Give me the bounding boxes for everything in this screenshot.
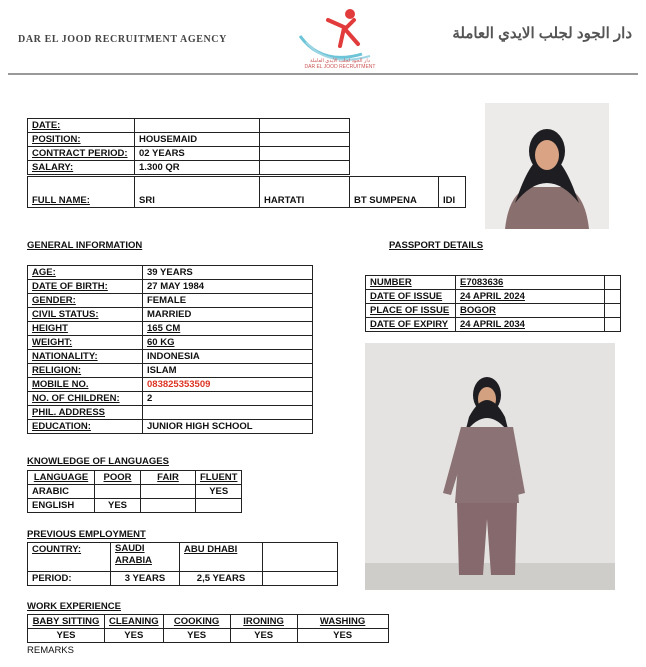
mobile-value: 083825353509 <box>143 378 313 392</box>
baby-sitting-value: YES <box>28 629 105 643</box>
height-value: 165 CM <box>143 322 313 336</box>
logo-caption <box>280 58 400 70</box>
salary-label: SALARY: <box>28 161 135 175</box>
gender-value: FEMALE <box>143 294 313 308</box>
dob-value: 27 MAY 1984 <box>143 280 313 294</box>
passport-place-value: BOGOR <box>456 304 605 318</box>
experience-heading: WORK EXPERIENCE <box>27 601 121 612</box>
arabic-fluent: YES <box>196 485 242 499</box>
skill-cooking: COOKING <box>163 615 230 629</box>
date-label: DATE: <box>28 119 135 133</box>
name-suffix: IDI <box>439 177 466 208</box>
name-last: BT SUMPENA <box>350 177 439 208</box>
passport-table <box>365 275 621 332</box>
lang-header-fair: FAIR <box>141 471 196 485</box>
ironing-value: YES <box>230 629 297 643</box>
skill-washing: WASHING <box>297 615 388 629</box>
agency-name-english: DAR EL JOOD RECRUITMENT AGENCY <box>18 34 227 45</box>
period-1: 3 YEARS <box>111 572 180 586</box>
period-2: 2,5 YEARS <box>180 572 263 586</box>
mobile-label: MOBILE NO. <box>28 378 143 392</box>
logo-caption-english: DAR EL JOOD RECRUITMENT <box>304 64 376 70</box>
passport-number-value: E7083636 <box>456 276 605 290</box>
children-value: 2 <box>143 392 313 406</box>
date-value <box>135 119 260 133</box>
general-info-heading: GENERAL INFORMATION <box>27 240 143 251</box>
full-name-table <box>27 176 466 208</box>
dob-label: DATE OF BIRTH: <box>28 280 143 294</box>
skill-ironing: IRONING <box>230 615 297 629</box>
languages-heading: KNOWLEDGE OF LANGUAGES <box>27 456 169 467</box>
skill-baby-sitting: BABY SITTING <box>28 615 105 629</box>
country-2: ABU DHABI <box>180 543 263 572</box>
agency-name-arabic: دار الجود لجلب الايدي العاملة <box>452 25 632 42</box>
skill-cleaning: CLEANING <box>105 615 164 629</box>
employment-table <box>27 542 338 586</box>
salary-value: 1.300 QR <box>135 161 260 175</box>
age-value: 39 YEARS <box>143 266 313 280</box>
name-first: SRI <box>135 177 260 208</box>
address-label: PHIL. ADDRESS <box>28 406 143 420</box>
weight-value: 60 KG <box>143 336 313 350</box>
cooking-value: YES <box>163 629 230 643</box>
weight-label: WEIGHT: <box>28 336 143 350</box>
civil-status-label: CIVIL STATUS: <box>28 308 143 322</box>
washing-value: YES <box>297 629 388 643</box>
height-label: HEIGHT <box>28 322 143 336</box>
country-1: SAUDI ARABIA <box>111 543 180 572</box>
general-info-table <box>27 265 313 434</box>
name-middle: HARTATI <box>260 177 350 208</box>
full-body-photo <box>365 343 615 590</box>
portrait-photo <box>485 103 609 229</box>
lang-english: ENGLISH <box>28 499 95 513</box>
arabic-fair <box>141 485 196 499</box>
passport-number-label: NUMBER <box>366 276 456 290</box>
arabic-poor <box>95 485 141 499</box>
full-name-label: FULL NAME: <box>28 177 135 208</box>
religion-label: RELIGION: <box>28 364 143 378</box>
lang-header-language: LANGUAGE <box>28 471 95 485</box>
english-fluent <box>196 499 242 513</box>
logo-caption-arabic: دار الجود لجلب الأيدي العاملة <box>310 58 370 64</box>
header-divider <box>8 73 638 75</box>
children-label: NO. OF CHILDREN: <box>28 392 143 406</box>
languages-table <box>27 470 242 513</box>
country-label: COUNTRY: <box>28 543 111 572</box>
education-label: EDUCATION: <box>28 420 143 434</box>
passport-expiry-value: 24 APRIL 2034 <box>456 318 605 332</box>
passport-issue-date-value: 24 APRIL 2024 <box>456 290 605 304</box>
gender-label: GENDER: <box>28 294 143 308</box>
cleaning-value: YES <box>105 629 164 643</box>
address-value <box>143 406 313 420</box>
passport-heading: PASSPORT DETAILS <box>389 240 484 251</box>
english-fair <box>141 499 196 513</box>
contract-period-value: 02 YEARS <box>135 147 260 161</box>
nationality-value: INDONESIA <box>143 350 313 364</box>
lang-header-fluent: FLUENT <box>196 471 242 485</box>
employment-heading: PREVIOUS EMPLOYMENT <box>27 529 146 540</box>
lang-header-poor: POOR <box>95 471 141 485</box>
period-label: PERIOD: <box>28 572 111 586</box>
remarks-label: REMARKS <box>27 645 74 656</box>
passport-expiry-label: DATE OF EXPIRY <box>366 318 456 332</box>
english-poor: YES <box>95 499 141 513</box>
lang-arabic: ARABIC <box>28 485 95 499</box>
age-label: AGE: <box>28 266 143 280</box>
nationality-label: NATIONALITY: <box>28 350 143 364</box>
position-label: POSITION: <box>28 133 135 147</box>
contract-period-label: CONTRACT PERIOD: <box>28 147 135 161</box>
passport-place-label: PLACE OF ISSUE <box>366 304 456 318</box>
civil-status-value: MARRIED <box>143 308 313 322</box>
passport-issue-date-label: DATE OF ISSUE <box>366 290 456 304</box>
education-value: JUNIOR HIGH SCHOOL <box>143 420 313 434</box>
experience-table <box>27 614 389 643</box>
position-value: HOUSEMAID <box>135 133 260 147</box>
contract-table <box>27 118 350 175</box>
religion-value: ISLAM <box>143 364 313 378</box>
